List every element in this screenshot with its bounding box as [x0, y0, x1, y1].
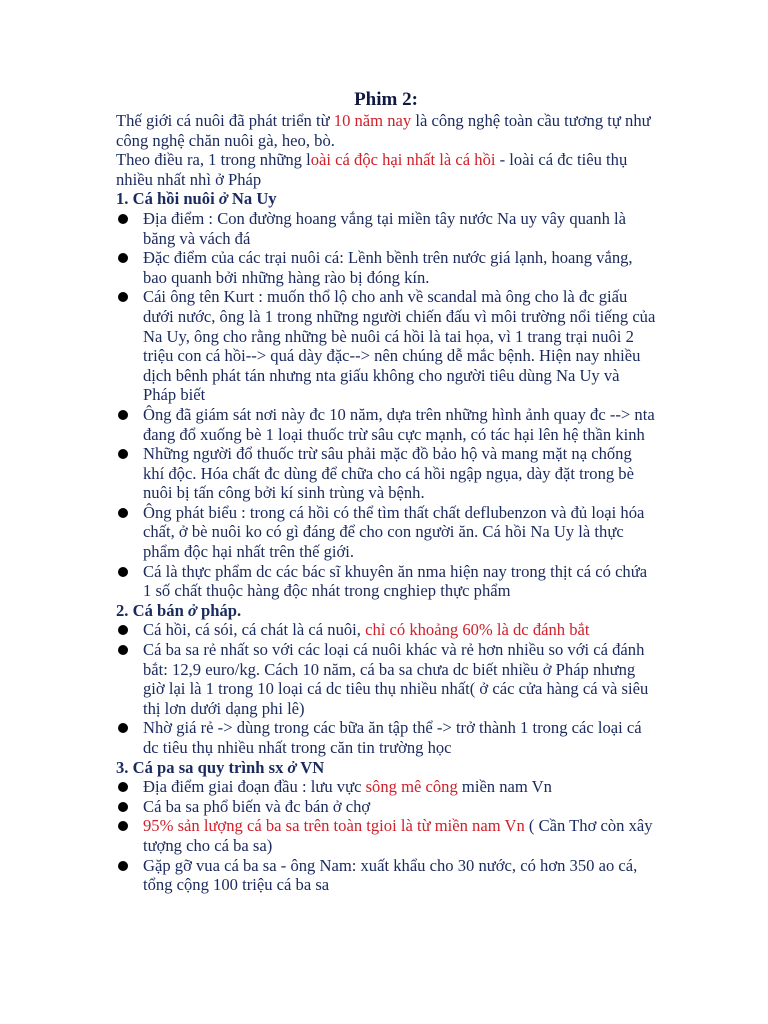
- bullet-icon: [118, 723, 128, 733]
- list-item: [116, 777, 656, 797]
- section-title-rest: Na Uy: [227, 189, 277, 209]
- highlighted-text: oài cá độc hại nhất là cá hồi: [310, 150, 496, 170]
- text-run: Thế giới cá nuôi đã phát triển từ: [116, 111, 334, 130]
- bullet-list: [116, 209, 656, 601]
- text-run: Địa điểm : Con đường hoang vắng tại miền tây nước Na uy vây quanh là băng và vách đá: [143, 208, 627, 248]
- list-item: [116, 444, 656, 503]
- section-number: 2.: [116, 600, 129, 620]
- list-item: [116, 503, 656, 562]
- section-number: 3.: [116, 757, 129, 777]
- list-item: [116, 816, 656, 855]
- page-title: Phim 2:: [354, 89, 418, 110]
- section-title-italic: ở: [287, 757, 297, 777]
- list-item: [116, 405, 656, 444]
- list-item: [116, 248, 656, 287]
- highlighted-text: chỉ có khoảng 60% là dc đánh bắt: [365, 620, 590, 640]
- section-title: Cá bán: [132, 600, 188, 620]
- text-run: Những người đổ thuốc trừ sâu phải mặc đồ bảo hộ và mang mặt nạ chống khí độc. Hóa chất đc dùng để chữa cho cá hồi ngập ngụa, dày đặt trong bè nuôi bị tấn công bởi kí sinh trùng và bệnh.: [143, 444, 634, 503]
- text-run: Nhờ giá rẻ -> dùng trong các bữa ăn tập thể -> trở thành 1 trong các loại cá dc tiêu thụ nhiều nhất trong căn tin trường học: [143, 718, 642, 757]
- intro: [116, 111, 656, 189]
- text-run: Cái ông tên Kurt : muốn thổ lộ cho anh về scandal mà ông cho là đc giấu dưới nước, ông là 1 trong những người chiến đấu vì môi trường nổi tiếng của Na Uy, ông cho rằng những bè nuôi cá hồi là tai họa, vì 1 trang trại nuôi 2 triệu con cá hồi--> quá dày đặc--> nên chúng dễ mắc bệnh. Hiện nay nhiều dịch bênh phát tán nhưng nta giấu không cho người tiêu dùng Na Uy và Pháp biết: [143, 287, 656, 405]
- list-item: [116, 209, 656, 248]
- text-run: miền nam Vn: [457, 777, 552, 797]
- list-item: [116, 718, 656, 757]
- bullet-icon: [118, 253, 128, 263]
- list-item: [116, 620, 656, 640]
- section-title-italic: ở: [187, 600, 197, 620]
- highlighted-text: sông mê công: [365, 777, 458, 797]
- bullet-icon: [118, 214, 128, 224]
- bullet-icon: [118, 645, 128, 655]
- text-run: Ông phát biểu : trong cá hồi có thể tìm thất chất deflubenzon và đủ loại hóa chất, ở bè nuôi ko có gì đáng để cho con người ăn. Cá hồi Na Uy là thực phẩm độc hại nhất trên thế giới.: [143, 502, 645, 562]
- section-heading: [116, 189, 656, 209]
- bullet-icon: [118, 821, 128, 831]
- bullet-icon: [118, 567, 128, 577]
- bullet-list: [116, 620, 656, 757]
- list-item: [116, 856, 656, 895]
- bullet-list: [116, 777, 656, 895]
- list-item: [116, 562, 656, 601]
- text-run: ( Cần Thơ còn xây tượng cho cá ba sa): [143, 816, 653, 855]
- section-title-rest: pháp.: [196, 600, 242, 620]
- text-run: Ông đã giám sát nơi này đc 10 năm, dựa trên những hình ảnh quay đc --> nta đang đổ xuống bè 1 loại thuốc trừ sâu cực mạnh, có tác hại lên hệ thần kinh: [143, 404, 655, 444]
- section-heading: [116, 601, 656, 621]
- text-run: Theo điều ra, 1 trong những l: [116, 150, 311, 170]
- text-run: Cá hồi, cá sói, cá chát là cá nuôi,: [143, 620, 366, 640]
- document-content: [116, 89, 656, 895]
- section-heading: [116, 758, 656, 778]
- list-item: [116, 797, 656, 817]
- section-number: 1.: [116, 189, 129, 209]
- bullet-icon: [118, 449, 128, 459]
- intro-paragraph: [116, 111, 656, 150]
- section-title-italic: ở: [218, 189, 228, 209]
- bullet-icon: [118, 292, 128, 302]
- text-run: Địa điểm giai đoạn đầu : lưu vực: [143, 777, 366, 797]
- bullet-icon: [118, 625, 128, 635]
- bullet-icon: [118, 802, 128, 812]
- bullet-icon: [118, 508, 128, 518]
- highlighted-text: 95% sản lượng cá ba sa trên toàn tgioi là từ miền nam Vn: [143, 816, 525, 836]
- list-item: [116, 640, 656, 718]
- sections: [116, 189, 656, 894]
- bullet-icon: [118, 782, 128, 792]
- bullet-icon: [118, 410, 128, 420]
- text-run: Cá ba sa rẻ nhất so với các loại cá nuôi khác và rẻ hơn nhiều so với cá đánh bắt: 12,9 euro/kg. Cách 10 năm, cá ba sa chưa dc biết nhiều ở Pháp nhưng giờ lại là 1 trong 10 loại cá dc tiêu thụ nhiều nhất( ở các cửa hàng cá và siêu thị lơn dưới dạng phi lê): [143, 640, 649, 718]
- intro-paragraph: [116, 150, 656, 189]
- text-run: Cá ba sa phổ biến và đc bán ở chợ: [143, 796, 371, 816]
- bullet-icon: [118, 861, 128, 871]
- text-run: - loài cá đc tiêu thụ nhiều nhất nhì ở Pháp: [116, 150, 628, 189]
- section-title: Cá hồi nuôi: [132, 189, 219, 209]
- list-item: [116, 287, 656, 405]
- highlighted-text: 10 năm nay: [333, 111, 412, 130]
- text-run: Đặc điểm của các trại nuôi cá: Lềnh bềnh trên nước giá lạnh, hoang vắng, bao quanh bởi những hàng rào bị đóng kín.: [143, 248, 633, 287]
- section-title: Cá pa sa quy trình sx: [132, 757, 288, 777]
- text-run: Cá là thực phẩm dc các bác sĩ khuyên ăn nma hiện nay trong thịt cá có chứa 1 số chất thuộc hàng độc nhát trong cnghiep thực phẩm: [143, 561, 648, 601]
- text-run: là công nghệ toàn cầu tương tự như công nghệ chăn nuôi gà, heo, bò.: [116, 111, 651, 150]
- text-run: Gặp gỡ vua cá ba sa - ông Nam: xuất khẩu cho 30 nước, có hơn 350 ao cá, tổng cộng 100 triệu cá ba sa: [143, 855, 638, 895]
- section-title-rest: VN: [296, 757, 325, 777]
